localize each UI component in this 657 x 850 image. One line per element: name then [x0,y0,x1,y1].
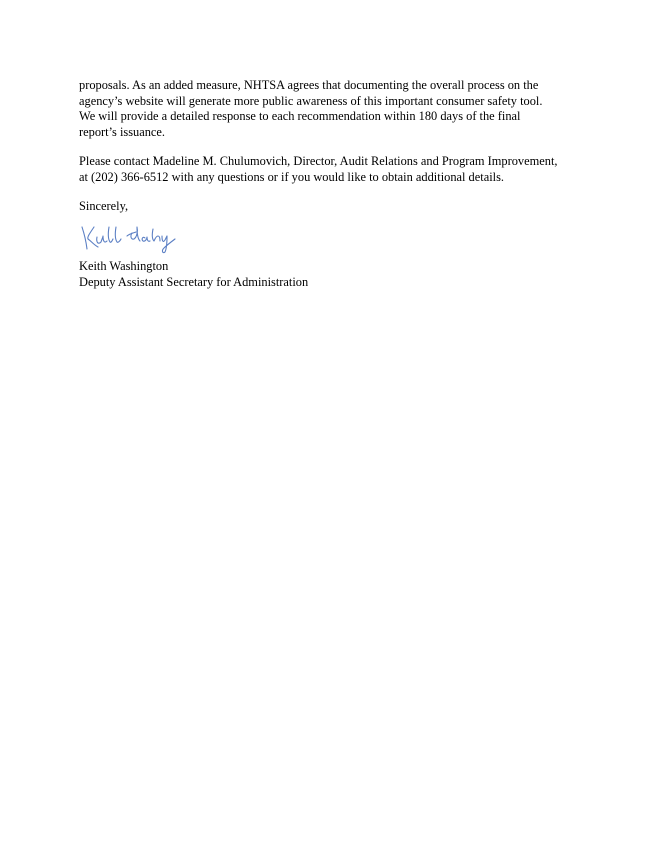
body-paragraph-2 [79,154,589,185]
signer-name: Keith Washington [79,259,169,273]
signer-title: Deputy Assistant Secretary for Administration [79,274,309,289]
handwritten-signature [78,221,178,255]
paragraph-line: Please contact Madeline M. Chulumovich, Director, Audit Relations and Program Improvement, [79,154,558,168]
paragraph-line: at (202) 366-6512 with any questions or if you would like to obtain additional details. [79,169,505,184]
closing-salutation: Sincerely, [79,199,129,213]
paragraph-line: proposals. As an added measure, NHTSA agrees that documenting the overall process on the [79,78,539,92]
signature-block [79,259,589,290]
paragraph-line: We will provide a detailed response to each recommendation within 180 days of the final [79,109,521,124]
body-paragraph-1 [79,78,589,140]
paragraph-line: agency’s website will generate more public awareness of this important consumer safety tool. [79,93,543,108]
paragraph-line: report’s issuance. [79,124,166,139]
